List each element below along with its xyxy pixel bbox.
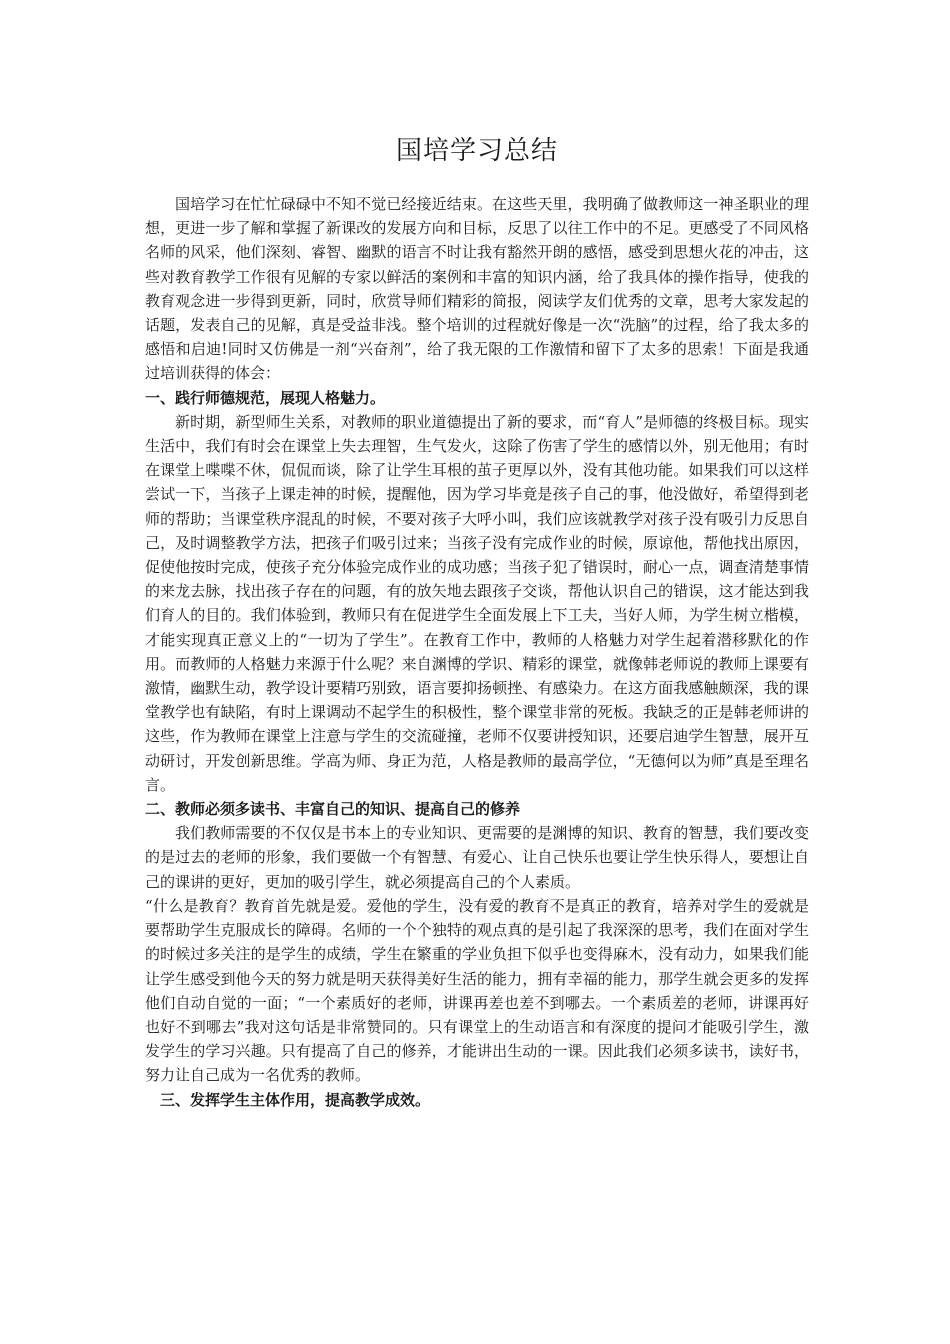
section-2-paragraph-1: 我们教师需要的不仅仅是书本上的专业知识、更需要的是渊博的知识、教育的智慧，我们要改变的是过去的老师的形象，我们要做一个有智慧、有爱心、让自己快乐也要让学生快乐得人，要想让自己的课讲的更好，更加的吸引学生，就必须提高自己的个人素质。 <box>145 824 809 891</box>
section-1-paragraph: 新时期，新型师生关系，对教师的职业道德提出了新的要求，而“育人”是师德的终极目标。现实生活中，我们有时会在课堂上失去理智，生气发火，这除了伤害了学生的感情以外，别无他用；有时在课堂上喋喋不休，侃侃而谈，除了让学生耳根的茧子更厚以外，没有其他功能。如果我们可以这样尝试一下，当孩子上课走神的时候，提醒他，因为学习毕竟是孩子自己的事，他没做好，希望得到老师的帮助；当课堂秩序混乱的时候，不要对孩子大呼小叫，我们应该就教学对孩子没有吸引力反思自己，及时调整教学方法，把孩子们吸引过来；当孩子没有完成作业的时候，原谅他，帮他找出原因，促使他按时完成，使孩子充分体验完成作业的成功感；当孩子犯了错误时，耐心一点，调查清楚事情的来龙去脉，找出孩子存在的问题，有的放矢地去跟孩子交谈，帮他认识自己的错误，这才能达到我们育人的目的。我们体验到，教师只有在促进学生全面发展上下工夫，当好人师，为学生树立楷模，才能实现真正意义上的“一切为了学生”。在教育工作中，教师的人格魅力对学生起着潜移默化的作用。而教师的人格魅力来源于什么呢？来自渊博的学识、精彩的课堂，就像韩老师说的教师上课要有激情，幽默生动，教学设计要精巧别致，语言要抑扬顿挫、有感染力。在这方面我感触颇深，我的课堂教学也有缺陷，有时上课调动不起学生的积极性，整个课堂非常的死板。我缺乏的正是韩老师讲的这些，作为教师在课堂上注意与学生的交流碰撞，老师不仅要讲授知识，还要启迪学生智慧，展开互动研讨，开发创新思维。学高为师、身正为范，人格是教师的最高学位，“无德何以为师”真是至理名言。 <box>145 412 809 794</box>
section-3-heading: 三、发挥学生主体作用，提高教学成效。 <box>160 1090 431 1109</box>
document-page <box>145 130 809 1112</box>
section-2-paragraph-2: “什么是教育？教育首先就是爱。爱他的学生，没有爱的教育不是真正的教育，培养对学生的爱就是要帮助学生克服成长的障碍。名师的一个个独特的观点真的是引起了我深深的思考，我们在面对学生的时候过多关注的是学生的成绩，学生在繁重的学业负担下似乎也变得麻木，没有动力，如果我们能让学生感受到他今天的努力就是明天获得美好生活的能力，拥有幸福的能力，那学生就会更多的发挥他们自动自觉的一面；“一个素质好的老师，讲课再差也差不到哪去。一个素质差的老师，讲课再好也好不到哪去”我对这句话是非常赞同的。只有课堂上的生动语言和有深度的提问才能吸引学生，激发学生的学习兴趣。只有提高了自己的修养，才能讲出生动的一课。因此我们必须多读书，读好书，努力让自己成为一名优秀的教师。 <box>145 896 809 1085</box>
document-title: 国培学习总结 <box>395 136 558 166</box>
section-2-heading: 二、教师必须多读书、丰富自己的知识、提高自己的修养 <box>145 800 521 819</box>
section-1-heading: 一、践行师德规范，展现人格魅力。 <box>145 388 386 407</box>
intro-paragraph: 国培学习在忙忙碌碌中不知不觉已经接近结束。在这些天里，我明确了做教师这一神圣职业的理想，更进一步了解和掌握了新课改的发展方向和目标，反思了以往工作中的不足。更感受了不同风格名师的风采，他们深刻、睿智、幽默的语言不时让我有豁然开朗的感悟，感受到思想火花的冲击，这些对教育教学工作很有见解的专家以鲜活的案例和丰富的知识内涵，给了我具体的操作指导，使我的教育观念进一步得到更新，同时，欣赏导师们精彩的简报，阅读学友们优秀的文章，思考大家发起的话题，发表自己的见解，真是受益非浅。整个培训的过程就好像是一次“洗脑”的过程，给了我太多的感悟和启迪!同时又仿佛是一剂“兴奋剂”，给了我无限的工作激情和留下了太多的思索！下面是我通过培训获得的体会： <box>145 195 809 383</box>
